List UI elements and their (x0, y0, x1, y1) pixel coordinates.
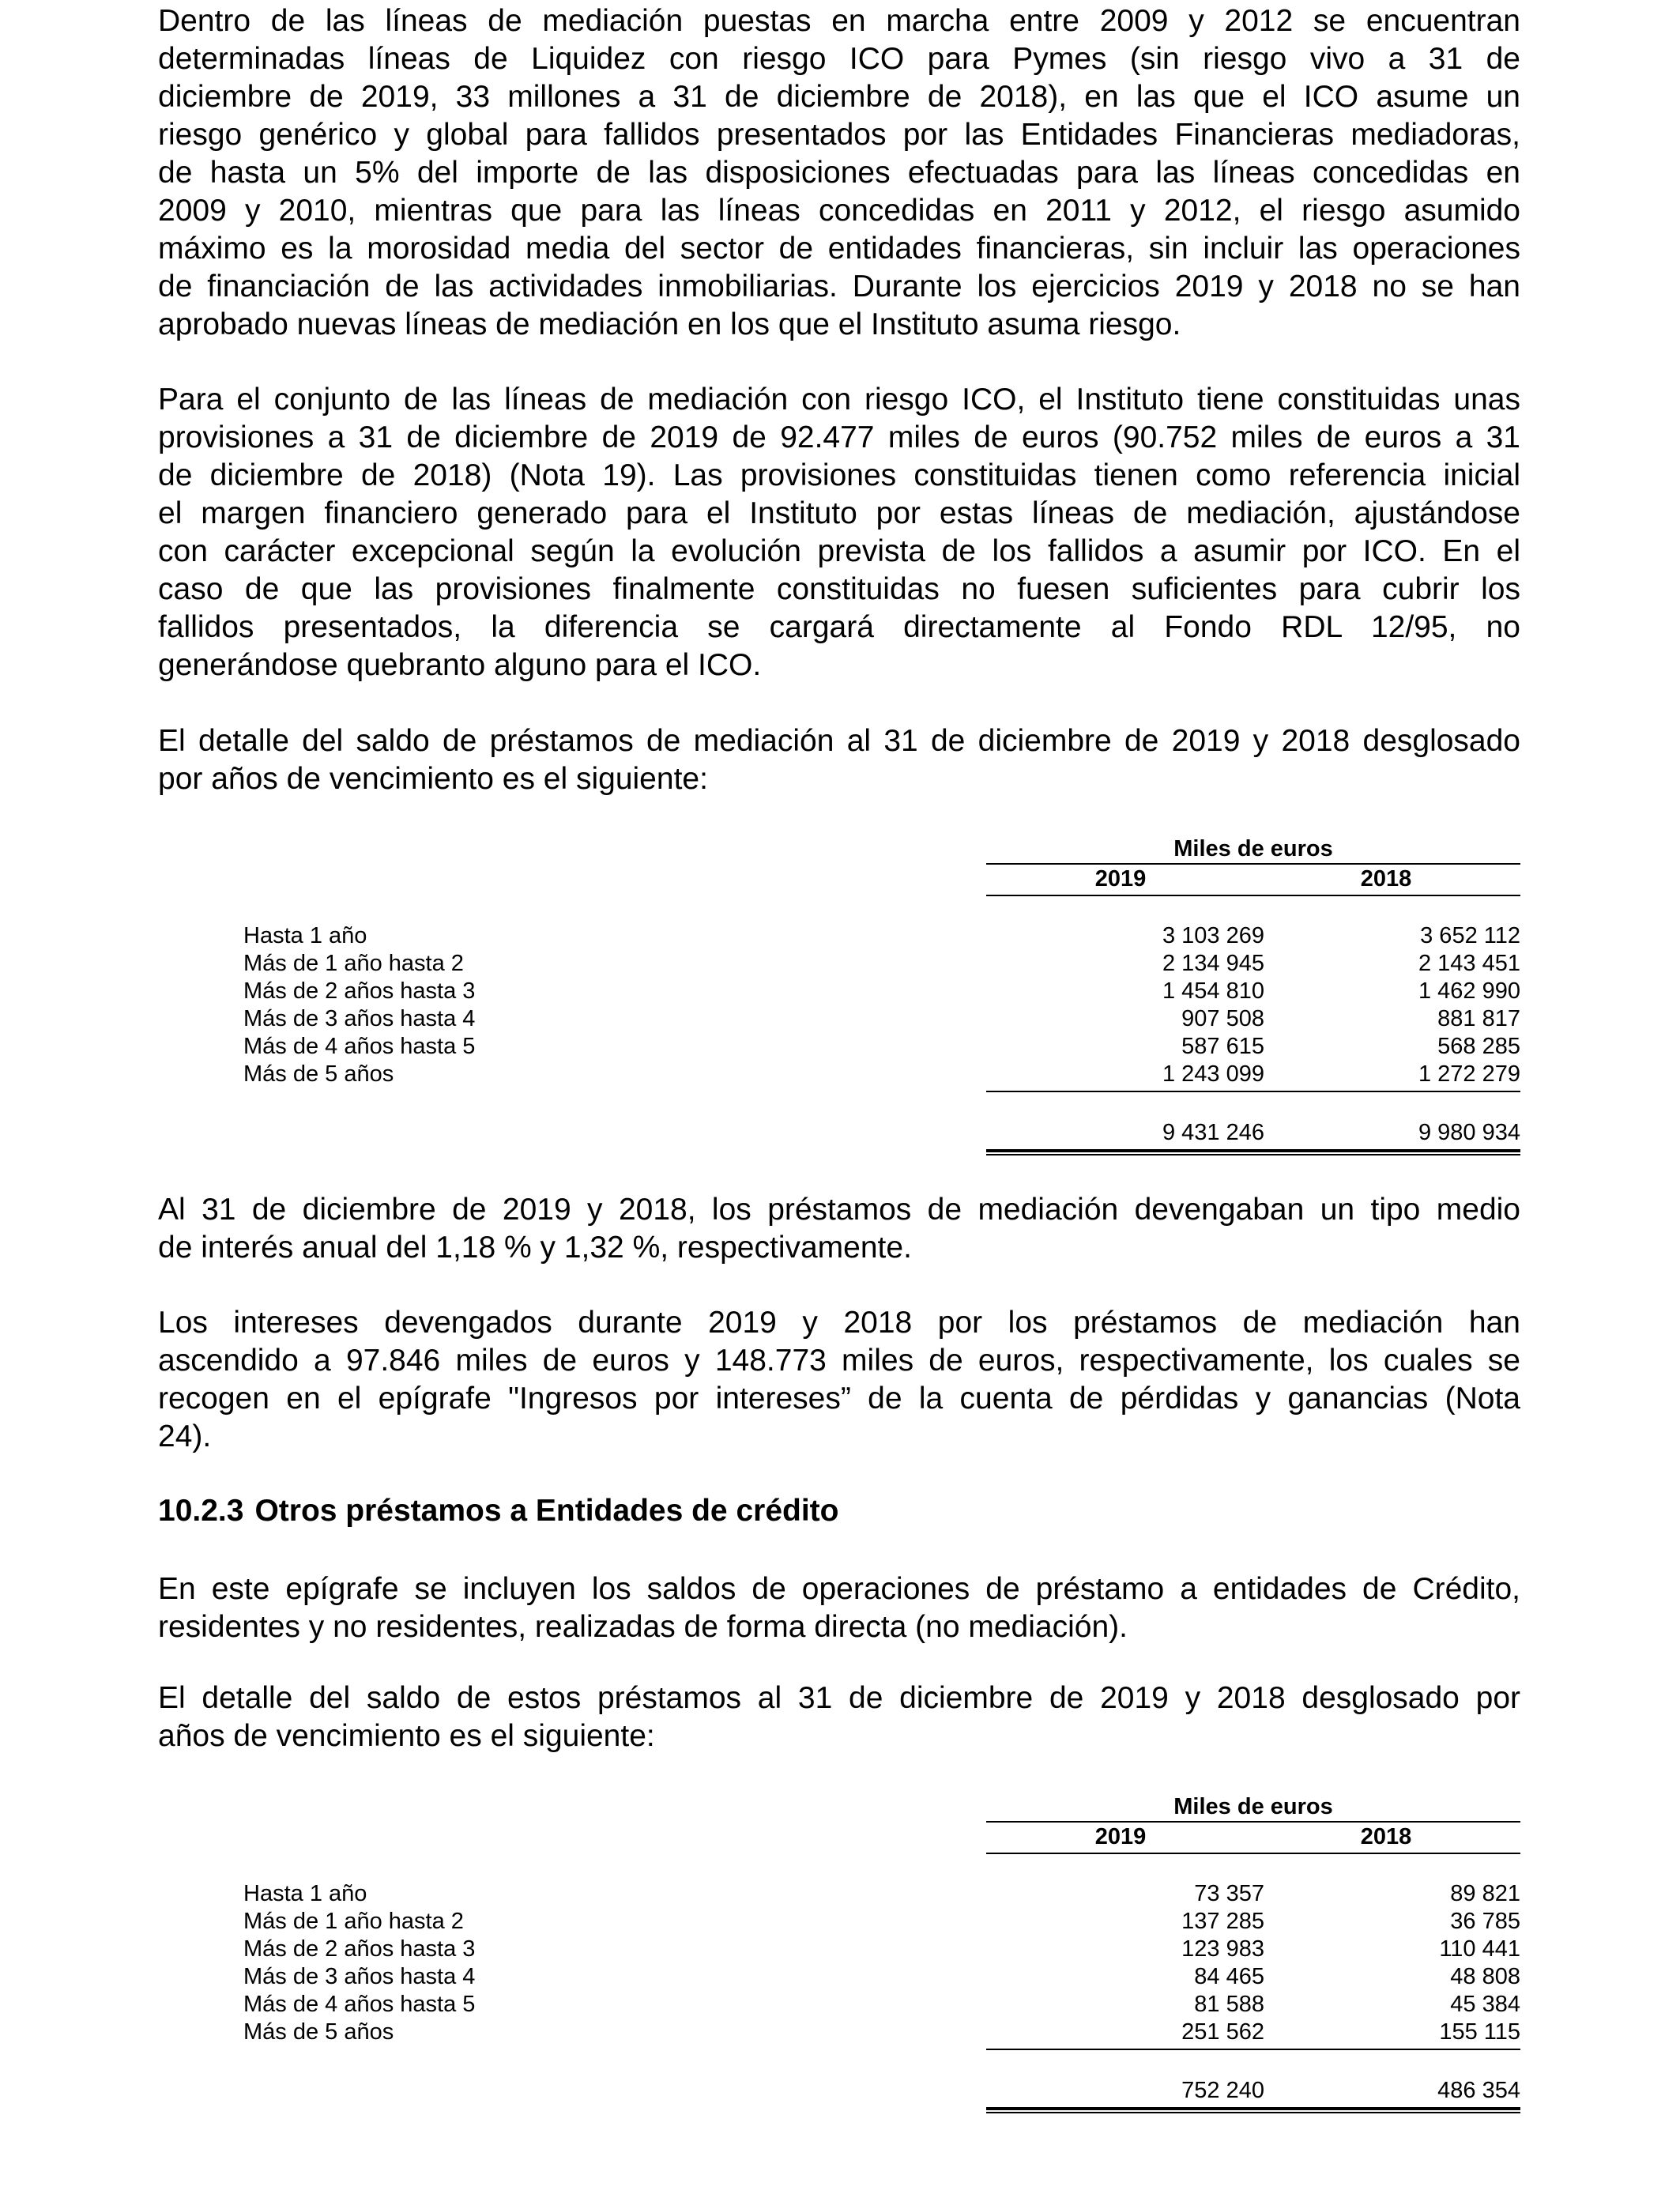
table-row (243, 923, 1520, 951)
text-line: 24). (158, 1419, 212, 1453)
value-2018: 881 817 (1437, 1006, 1520, 1031)
row-label: Más de 5 años (243, 2019, 394, 2045)
text-line: generándose quebranto alguno para el ICO. (158, 648, 762, 682)
text-line: recogen en el epígrafe "Ingresos por intereses” de la cuenta de pérdidas y ganancias (Nota (158, 1382, 1520, 1416)
value-2018: 155 115 (1439, 2019, 1520, 2045)
value-2019: 1 454 810 (1162, 978, 1264, 1004)
value-2018: 110 441 (1439, 1936, 1520, 1962)
table-row (243, 1909, 1520, 1936)
header-rule (986, 1821, 1520, 1823)
text-line: determinadas líneas de Liquidez con riesgo ICO para Pymes (sin riesgo vivo a 31 de (158, 42, 1520, 76)
value-2018: 2 143 451 (1418, 951, 1520, 976)
text-line: En este epígrafe se incluyen los saldos de operaciones de préstamo a entidades de Crédito, (158, 1572, 1520, 1606)
row-label: Hasta 1 año (243, 1881, 367, 1906)
table-row (243, 1034, 1520, 1061)
row-label: Más de 3 años hasta 4 (243, 1964, 476, 1989)
text-line: ascendido a 97.846 miles de euros y 148.773 miles de euros, respectivamente, los cuales se (158, 1344, 1520, 1378)
total-double-rule (1252, 1149, 1520, 1152)
table-row (243, 1881, 1520, 1909)
value-2018: 89 821 (1450, 1881, 1520, 1906)
paragraph-mediation-lines (158, 2, 1520, 344)
section-title: Otros préstamos a Entidades de crédito (254, 1494, 839, 1528)
table-row (243, 978, 1520, 1006)
value-2018: 48 808 (1450, 1964, 1520, 1989)
text-line: Para el conjunto de las líneas de mediación con riesgo ICO, el Instituto tiene constituidas unas (158, 383, 1520, 417)
value-2019: 137 285 (1181, 1909, 1264, 1934)
text-line: El detalle del saldo de estos préstamos al 31 de diciembre de 2019 y 2018 desglosado por (158, 1681, 1520, 1715)
total-double-rule (986, 1149, 1255, 1152)
value-2019: 2 134 945 (1162, 951, 1264, 976)
text-line: fallidos presentados, la diferencia se cargará directamente al Fondo RDL 12/95, no (158, 610, 1520, 644)
row-label: Más de 2 años hasta 3 (243, 978, 476, 1004)
table-total-row (243, 1120, 1520, 1148)
total-double-rule (1252, 2112, 1520, 2113)
table-row (243, 951, 1520, 978)
text-line: Los intereses devengados durante 2019 y 2018 por los préstamos de mediación han (158, 1306, 1520, 1340)
column-header-2019: 2019 (1094, 1824, 1147, 1849)
row-label: Más de 4 años hasta 5 (243, 1992, 476, 2017)
table-row (243, 2019, 1520, 2047)
row-label: Más de 1 año hasta 2 (243, 951, 464, 976)
paragraph-accrued-interest (158, 1304, 1520, 1456)
row-label: Más de 3 años hasta 4 (243, 1006, 476, 1031)
text-line: de hasta un 5% del importe de las disposiciones efectuadas para las líneas concedidas en (158, 156, 1520, 190)
total-double-rule (986, 2112, 1255, 2113)
text-line: 2009 y 2010, mientras que para las líneas concedidas en 2011 y 2012, el riesgo asumido (158, 194, 1520, 228)
text-line: Al 31 de diciembre de 2019 y 2018, los préstamos de mediación devengaban un tipo medio (158, 1193, 1520, 1227)
total-2018: 9 980 934 (1418, 1120, 1520, 1145)
column-header-2019: 2019 (1094, 866, 1147, 892)
total-2018: 486 354 (1437, 2078, 1520, 2103)
text-line: diciembre de 2019, 33 millones a 31 de diciembre de 2018), en las que el ICO asume un (158, 80, 1520, 114)
header-rule (1252, 895, 1520, 896)
table-row (243, 1006, 1520, 1034)
paragraph-table1-intro (158, 722, 1520, 798)
row-label: Más de 1 año hasta 2 (243, 1909, 464, 1934)
text-line: Dentro de las líneas de mediación puestas en marcha entre 2009 y 2012 se encuentran (158, 4, 1520, 38)
text-line: por años de vencimiento es el siguiente: (158, 762, 708, 796)
row-label: Más de 2 años hasta 3 (243, 1936, 476, 1962)
header-rule (986, 895, 1255, 896)
text-line: de interés anual del 1,18 % y 1,32 %, respectivamente. (158, 1231, 912, 1265)
text-line: máximo es la morosidad media del sector de entidades financieras, sin incluir las operaciones (158, 232, 1520, 266)
row-label: Más de 5 años (243, 1061, 394, 1087)
text-line: de diciembre de 2018) (Nota 19). Las provisiones constituidas tienen como referencia inicial (158, 458, 1520, 492)
text-line: riesgo genérico y global para fallidos presentados por las Entidades Financieras mediadoras, (158, 118, 1520, 152)
text-line: con carácter excepcional según la evolución prevista de los fallidos a asumir por ICO. En el (158, 534, 1520, 568)
value-2019: 251 562 (1181, 2019, 1264, 2045)
table-unit-header: Miles de euros (1173, 836, 1333, 861)
table-total-row (243, 2078, 1520, 2105)
value-2019: 3 103 269 (1162, 923, 1264, 948)
row-label: Más de 4 años hasta 5 (243, 1034, 476, 1059)
table-row (243, 1061, 1520, 1089)
text-line: años de vencimiento es el siguiente: (158, 1719, 655, 1753)
paragraph-provisions (158, 381, 1520, 684)
text-line: El detalle del saldo de préstamos de mediación al 31 de diciembre de 2019 y 2018 desglosado (158, 724, 1520, 758)
section-number: 10.2.3 (158, 1494, 244, 1528)
value-2019: 907 508 (1181, 1006, 1264, 1031)
total-double-rule (1252, 1154, 1520, 1155)
value-2019: 84 465 (1194, 1964, 1264, 1989)
row-label: Hasta 1 año (243, 923, 367, 948)
value-2018: 1 462 990 (1418, 978, 1520, 1004)
header-rule (986, 1853, 1255, 1854)
total-double-rule (986, 2107, 1255, 2110)
table-row (243, 1964, 1520, 1992)
paragraph-table2-intro (158, 1679, 1520, 1755)
value-2019: 587 615 (1181, 1034, 1264, 1059)
value-2018: 3 652 112 (1420, 923, 1520, 948)
table-unit-header: Miles de euros (1173, 1794, 1333, 1819)
paragraph-other-loans (158, 1570, 1520, 1646)
header-rule (986, 863, 1520, 865)
subtotal-rule (1252, 2049, 1520, 2050)
column-header-2018: 2018 (1360, 866, 1412, 892)
value-2018: 45 384 (1450, 1992, 1520, 2017)
value-2019: 123 983 (1181, 1936, 1264, 1962)
text-line: el margen financiero generado para el Instituto por estas líneas de mediación, ajustándose (158, 496, 1520, 530)
paragraph-interest-rate (158, 1191, 1520, 1267)
section-heading (158, 1492, 838, 1530)
subtotal-rule (1252, 1091, 1520, 1092)
text-line: caso de que las provisiones finalmente constituidas no fuesen suficientes para cubrir los (158, 572, 1520, 606)
value-2018: 36 785 (1450, 1909, 1520, 1934)
column-header-2018: 2018 (1360, 1824, 1412, 1849)
text-line: provisiones a 31 de diciembre de 2019 de 92.477 miles de euros (90.752 miles de euros a 31 (158, 420, 1520, 454)
text-line: aprobado nuevas líneas de mediación en los que el Instituto asuma riesgo. (158, 307, 1181, 341)
total-double-rule (986, 1154, 1255, 1155)
value-2018: 1 272 279 (1418, 1061, 1520, 1087)
text-line: residentes y no residentes, realizadas de forma directa (no mediación). (158, 1610, 1128, 1644)
value-2019: 73 357 (1194, 1881, 1264, 1906)
value-2019: 1 243 099 (1162, 1061, 1264, 1087)
total-2019: 9 431 246 (1162, 1120, 1264, 1145)
subtotal-rule (986, 2049, 1255, 2050)
text-line: de financiación de las actividades inmobiliarias. Durante los ejercicios 2019 y 2018 no se han (158, 270, 1520, 303)
value-2018: 568 285 (1437, 1034, 1520, 1059)
value-2019: 81 588 (1194, 1992, 1264, 2017)
total-double-rule (1252, 2107, 1520, 2110)
header-rule (1252, 1853, 1520, 1854)
total-2019: 752 240 (1181, 2078, 1264, 2103)
table-row (243, 1992, 1520, 2019)
table-row (243, 1936, 1520, 1964)
subtotal-rule (986, 1091, 1255, 1092)
